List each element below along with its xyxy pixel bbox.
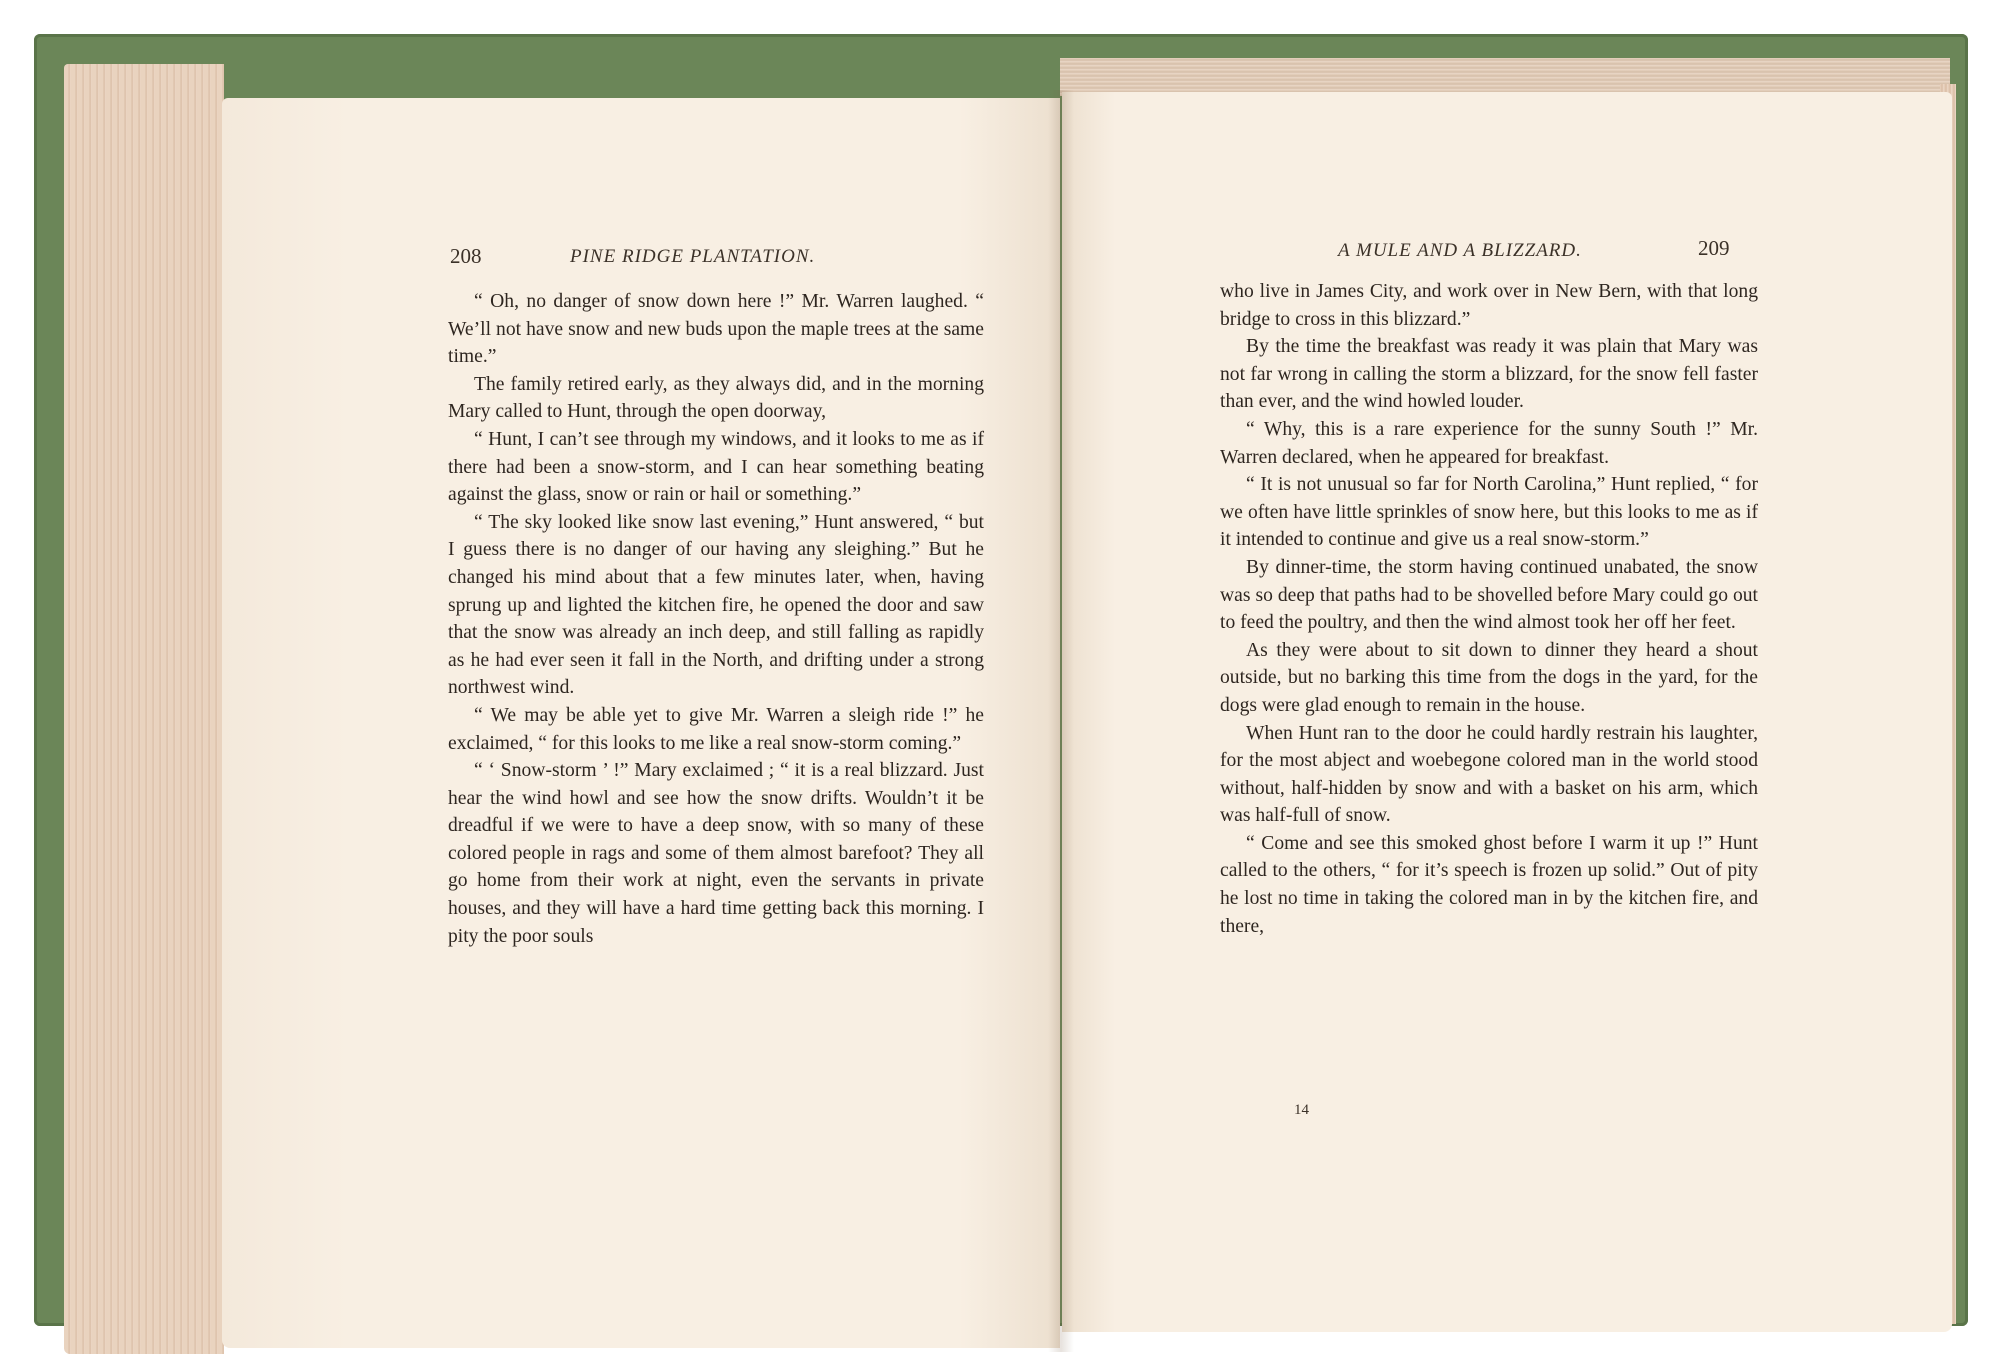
paragraph: “ Oh, no danger of snow down here !” Mr. Warren laughed. “ We’ll not have snow and new buds upon the maple trees at the same time.” (448, 291, 984, 368)
paragraph: “ We may be able yet to give Mr. Warren a sleigh ride !” he exclaimed, “ for this looks to me like a real snow-storm coming.” (448, 704, 984, 754)
left-page (222, 98, 1060, 1348)
paragraph: As they were about to sit down to dinner they heard a shout outside, but no barking this time from the dogs in the yard, for the dogs were glad enough to remain in the house. (1220, 639, 1758, 716)
right-page-body (1220, 278, 1758, 940)
right-page-header (1338, 240, 1582, 262)
book-gutter (1048, 90, 1074, 1352)
page-block-edges (64, 64, 224, 1354)
paragraph: “ Why, this is a rare experience for the sunny South !” Mr. Warren declared, when he appeared for breakfast. (1220, 418, 1758, 468)
signature-mark: 14 (1294, 1102, 1309, 1118)
paragraph: The family retired early, as they always did, and in the morning Mary called to Hunt, through the open doorway, (448, 373, 984, 423)
right-page-number: 209 (1698, 236, 1730, 260)
paragraph: When Hunt ran to the door he could hardly restrain his laughter, for the most abject and woebegone colored man in the world stood without, half-hidden by snow and with a basket on his arm, which was half-full of snow. (1220, 722, 1758, 827)
right-running-title: A MULE AND A BLIZZARD. (1338, 240, 1582, 261)
left-page-header (450, 244, 482, 269)
paragraph: By dinner-time, the storm having continued unabated, the snow was so deep that paths had to be shovelled before Mary could go out to feed the poultry, and then the wind almost took her off her feet. (1220, 556, 1758, 634)
left-running-title: PINE RIDGE PLANTATION. (570, 246, 816, 267)
paragraph: By the time the breakfast was ready it was plain that Mary was not far wrong in calling the storm a blizzard, for the snow fell faster than ever, and the wind howled louder. (1220, 336, 1758, 413)
paragraph: “ It is not unusual so far for North Carolina,” Hunt replied, “ for we often have little sprinkles of snow here, but this looks to me as if it intended to continue and give us a real snow-storm.” (1220, 474, 1758, 551)
right-page (1062, 92, 1952, 1332)
continued-paragraph: who live in James City, and work over in New Bern, with that long bridge to cross in this blizzard.” (1220, 281, 1758, 330)
paragraph: “ ‘ Snow-storm ’ !” Mary exclaimed ; “ it is a real blizzard. Just hear the wind howl and see how the snow drifts. Wouldn’t it be dreadful if we were to have a deep snow, with so many of these colored people in rags and some of them almost barefoot? They all go home from their work at night, even the servants in private houses, and they will have a hard time getting back this morning. I pity the poor souls (448, 760, 984, 947)
page-top-edges (1060, 58, 1950, 96)
paragraph: “ The sky looked like snow last evening,” Hunt answered, “ but I guess there is no danger of our having any sleighing.” But he changed his mind about that a few minutes later, when, having sprung up and lighted the kitchen fire, he opened the door and saw that the snow was already an inch deep, and still falling as rapidly as he had ever seen it fall in the North, and drifting under a strong northwest wind. (448, 511, 984, 699)
paragraph: “ Come and see this smoked ghost before I warm it up !” Hunt called to the others, “ for it’s speech is frozen up solid.” Out of pity he lost no time in taking the colored man in by the kitchen fire, and there, (1220, 832, 1758, 937)
left-page-body (448, 288, 984, 950)
paragraph: “ Hunt, I can’t see through my windows, and it looks to me as if there had been a snow-storm, and I can hear something beating against the glass, snow or rain or hail or something.” (448, 428, 984, 506)
left-page-number: 208 (450, 244, 482, 268)
